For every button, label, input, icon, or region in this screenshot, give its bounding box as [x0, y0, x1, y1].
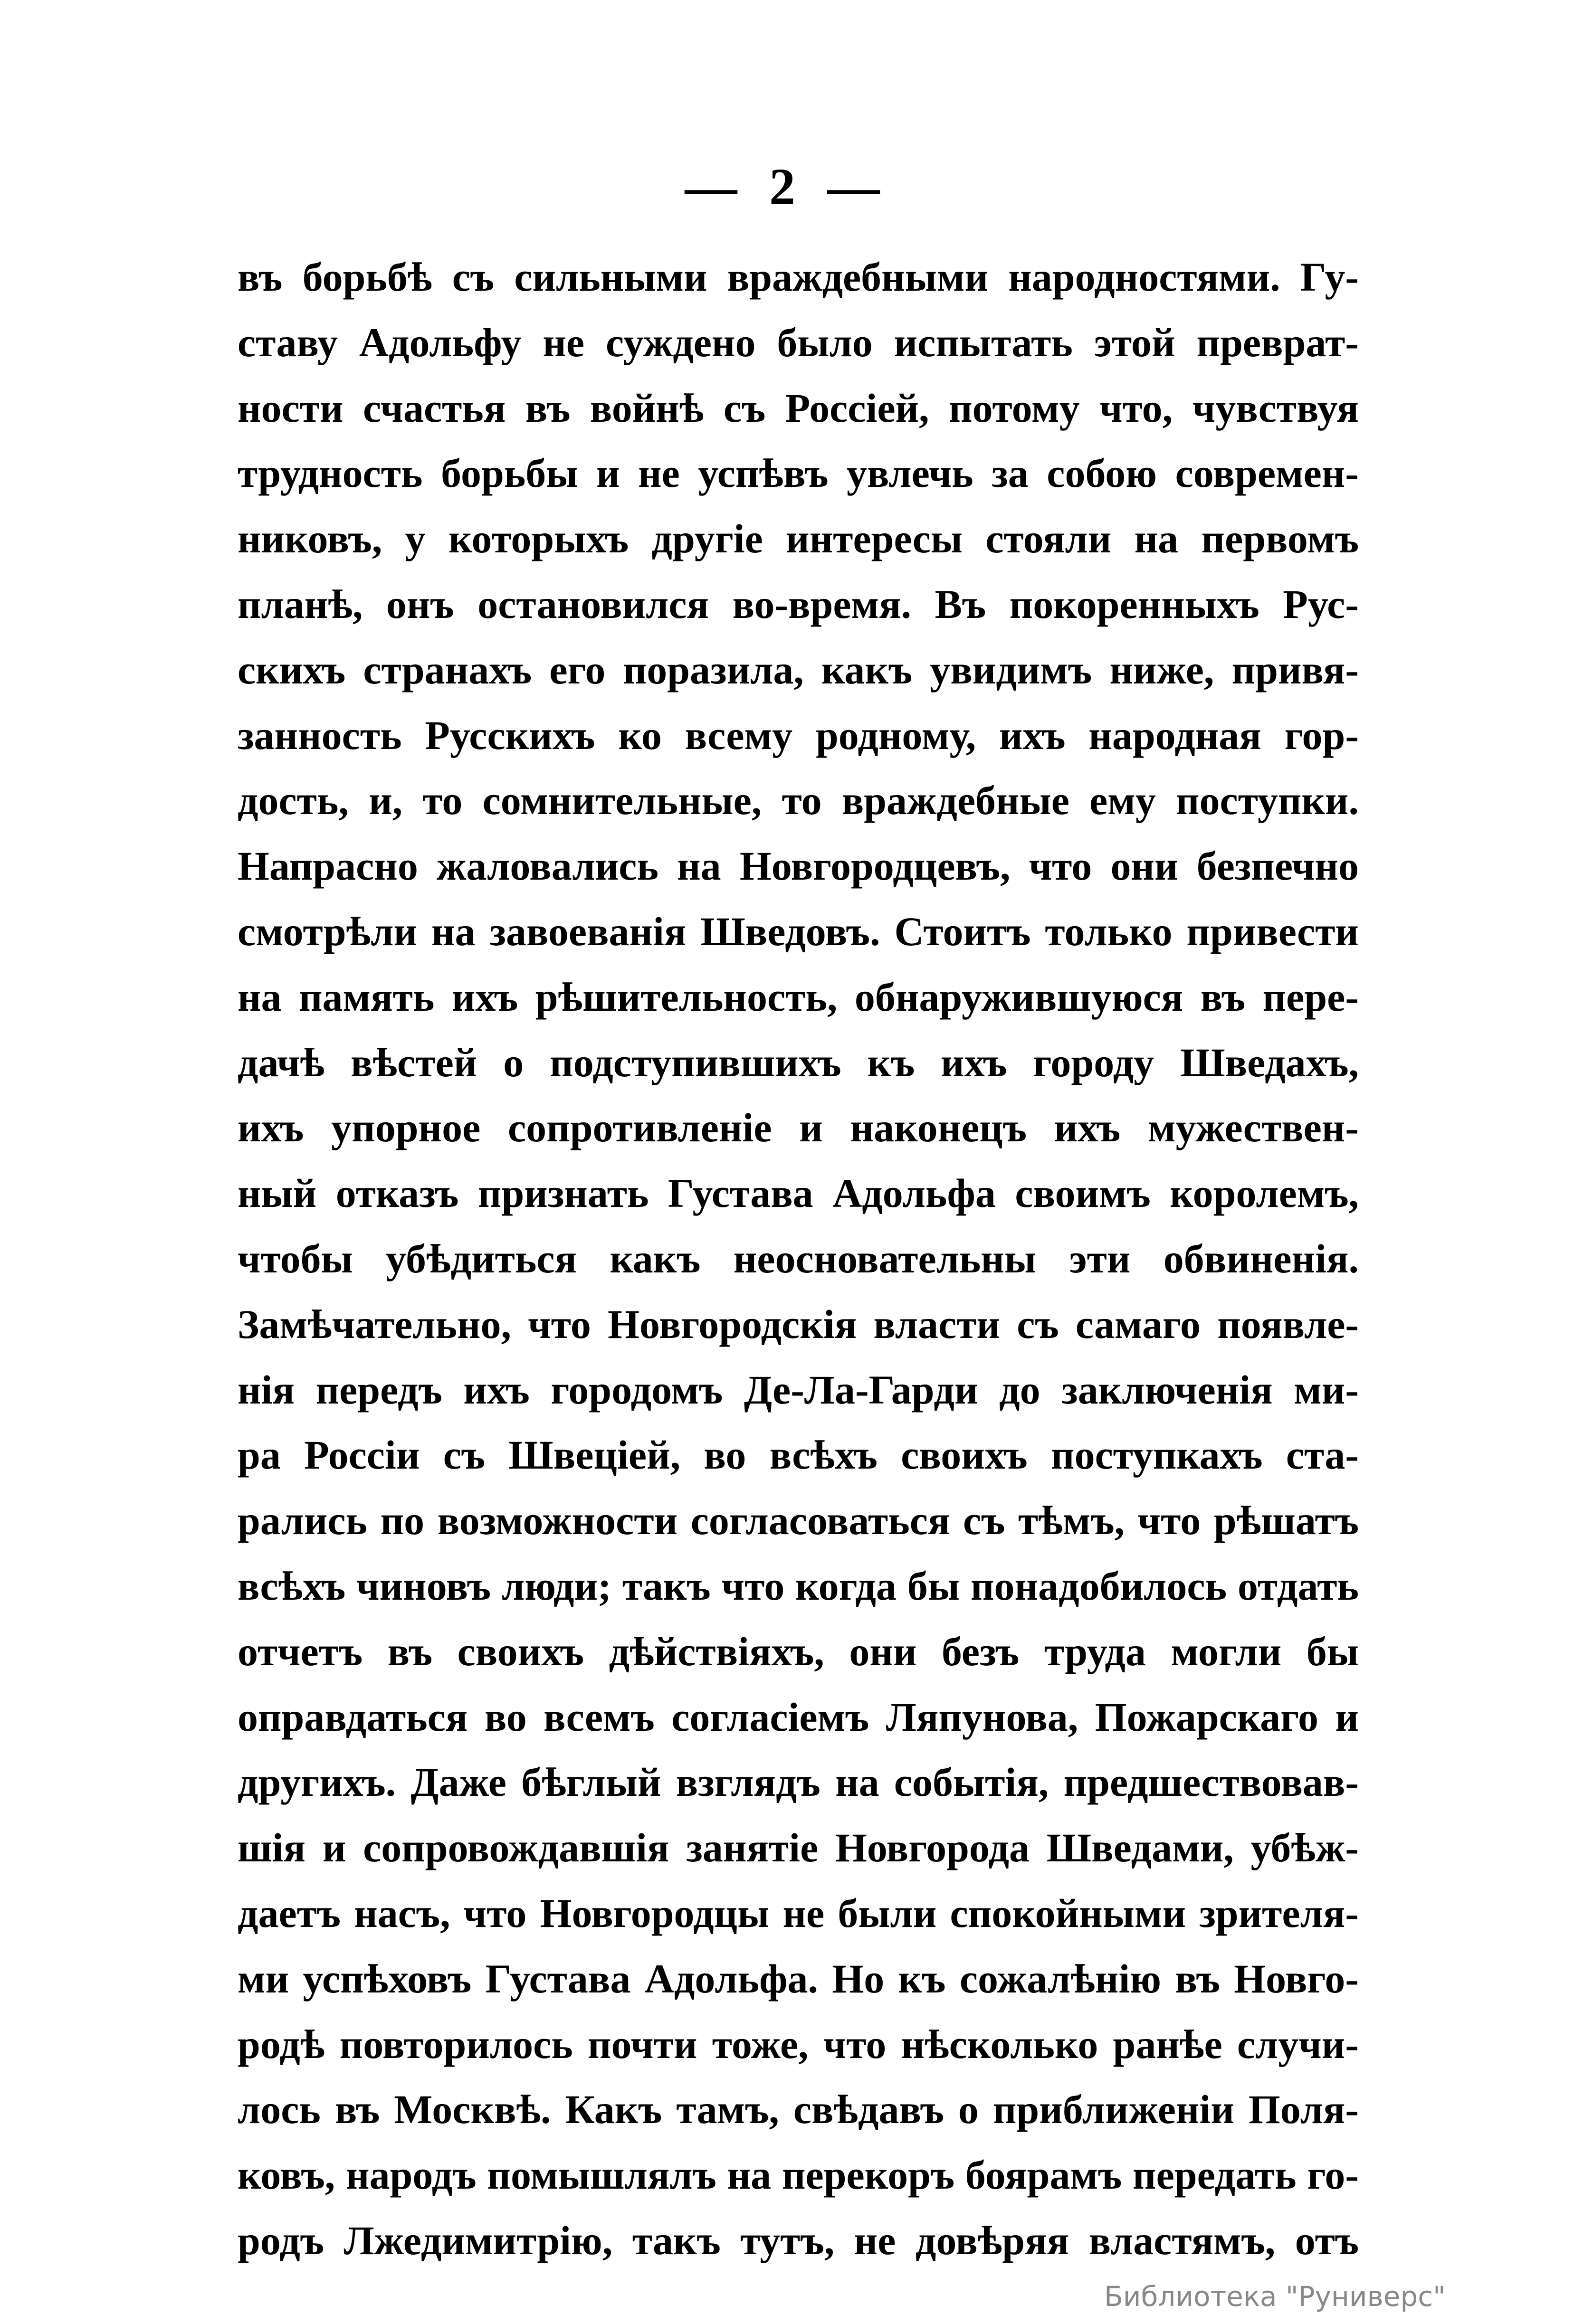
text-line: лось въ Москвѣ. Какъ тамъ, свѣдавъ о приближеніи Поля-: [238, 2087, 1359, 2133]
text-line: ихъ упорное сопротивленіе и наконецъ ихъ мужествен-: [238, 1105, 1359, 1151]
text-line: трудность борьбы и не успѣвъ увлечь за собою современ-: [238, 450, 1359, 496]
text-line: родъ Лжедимитрію, такъ тутъ, не довѣряя властямъ, отъ: [238, 2217, 1359, 2263]
text-line: скихъ странахъ его поразила, какъ увидимъ ниже, привя-: [238, 646, 1359, 692]
text-line: чтобы убѣдиться какъ неосновательны эти обвиненія.: [238, 1235, 1359, 1281]
text-line: въ борьбѣ съ сильными враждебными народностями. Гу-: [238, 254, 1359, 300]
page-number: — 2 —: [685, 158, 889, 216]
text-line: на память ихъ рѣшительность, обнаружившуюся въ пере-: [238, 974, 1359, 1020]
text-line: никовъ, у которыхъ другіе интересы стояли на первомъ: [238, 516, 1359, 562]
text-line: дость, и, то сомнительные, то враждебные ему поступки.: [238, 778, 1359, 824]
text-line: смотрѣли на завоеванія Шведовъ. Стоитъ только привести: [238, 908, 1359, 954]
text-line: ставу Адольфу не суждено было испытать этой преврат-: [238, 319, 1359, 365]
text-line: планѣ, онъ остановился во-время. Въ покоренныхъ Рус-: [238, 581, 1359, 627]
text-line: шія и сопровождавшія занятіе Новгорода Шведами, убѣж-: [238, 1825, 1359, 1871]
text-line: ковъ, народъ помышлялъ на перекоръ боярамъ передать го-: [238, 2152, 1359, 2198]
text-line: ра Россіи съ Швеціей, во всѣхъ своихъ поступкахъ ста-: [238, 1432, 1359, 1478]
text-line: рались по возможности согласоваться съ тѣмъ, что рѣшатъ: [238, 1498, 1359, 1544]
text-line: отчетъ въ своихъ дѣйствіяхъ, они безъ труда могли бы: [238, 1628, 1359, 1674]
text-line: Замѣчательно, что Новгородскія власти съ самаго появле-: [238, 1301, 1359, 1347]
text-line: ный отказъ признать Густава Адольфа своимъ королемъ,: [238, 1170, 1359, 1216]
text-line: всѣхъ чиновъ люди; такъ что когда бы понадобилось отдать: [238, 1563, 1359, 1609]
text-line: нія передъ ихъ городомъ Де-Ла-Гарди до заключенія ми-: [238, 1366, 1359, 1413]
library-watermark: Библиотека "Руниверс": [1104, 2280, 1446, 2313]
text-line: ми успѣховъ Густава Адольфа. Но къ сожалѣнію въ Новго-: [238, 1955, 1359, 2001]
text-line: дачѣ вѣстей о подступившихъ къ ихъ городу Шведахъ,: [238, 1039, 1359, 1085]
text-line: занность Русскихъ ко всему родному, ихъ народная гор-: [238, 712, 1359, 758]
text-line: даетъ насъ, что Новгородцы не были спокойными зрителя-: [238, 1890, 1359, 1936]
body-text: [238, 245, 1359, 2274]
text-line: Напрасно жаловались на Новгородцевъ, что они безпечно: [238, 843, 1359, 889]
text-line: родѣ повторилось почти тоже, что нѣсколько ранѣе случи-: [238, 2021, 1359, 2067]
text-line: другихъ. Даже бѣглый взглядъ на событія, предшествовав-: [238, 1759, 1359, 1805]
text-line: ности счастья въ войнѣ съ Россіей, потому что, чувствуя: [238, 385, 1359, 431]
text-line: оправдаться во всемъ согласіемъ Ляпунова, Пожарскаго и: [238, 1694, 1359, 1740]
